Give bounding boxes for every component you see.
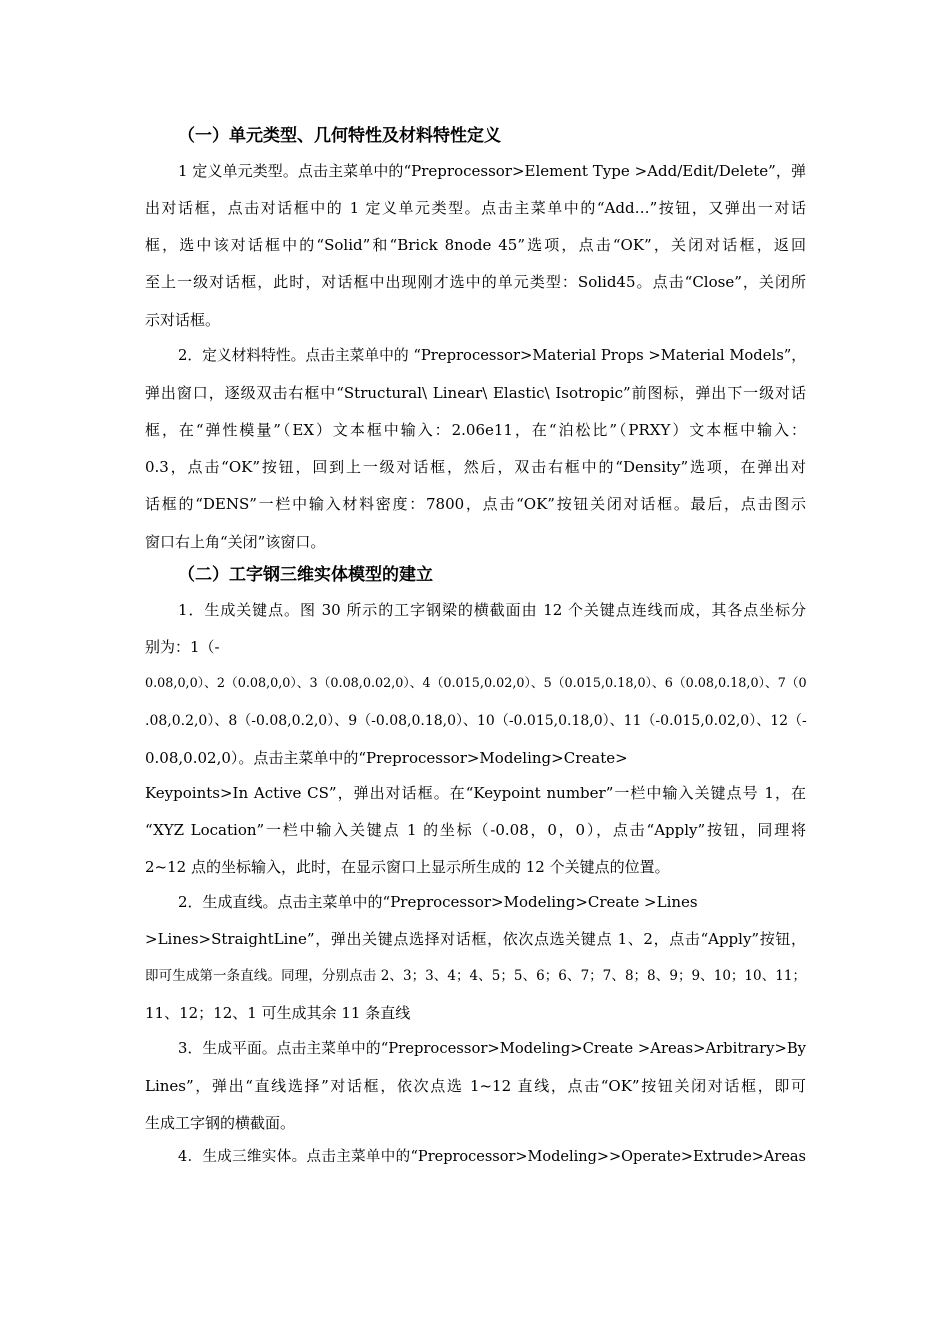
paragraph-line: 至上一级对话框，此时，对话框中出现刚才选中的单元类型：Solid45。点击“Close”，关闭所: [145, 273, 806, 291]
paragraph-line: Keypoints>In Active CS”，弹出对话框。在“Keypoint number”一栏中输入关键点号 1，在: [145, 784, 806, 802]
paragraph-line: 2~12 点的坐标输入，此时，在显示窗口上显示所生成的 12 个关键点的位置。: [145, 858, 670, 876]
paragraph-line: 1．生成关键点。图 30 所示的工字钢梁的横截面由 12 个关键点连线而成，其各点坐标分: [178, 601, 806, 619]
paragraph-line: 0.08,0.02,0）。点击主菜单中的“Preprocessor>Modeling>Create>: [145, 749, 628, 767]
section-heading-1: （一）单元类型、几何特性及材料特性定义: [178, 126, 501, 146]
paragraph-line: 2．生成直线。点击主菜单中的“Preprocessor>Modeling>Create >Lines: [178, 893, 698, 911]
paragraph-line: 即可生成第一条直线。同理，分别点击 2、3；3、4；4、5；5、6；6、7；7、8；8、9；9、10；10、11；: [145, 968, 806, 984]
paragraph-line: 4．生成三维实体。点击主菜单中的“Preprocessor>Modeling>>Operate>Extrude>Areas: [178, 1149, 806, 1165]
paragraph-line: 11、12；12、1 可生成其余 11 条直线: [145, 1004, 411, 1022]
paragraph-line: 框，选中该对话框中的“Solid”和“Brick 8node 45”选项，点击“OK”，关闭对话框，返回: [145, 236, 806, 254]
paragraph-line: 窗口右上角“关闭”该窗口。: [145, 533, 326, 551]
paragraph-line: 1 定义单元类型。点击主菜单中的“Preprocessor>Element Type >Add/Edit/Delete”，弹: [178, 162, 806, 180]
paragraph-line: 示对话框。: [145, 311, 221, 329]
paragraph-line: 生成工字钢的横截面。: [145, 1114, 296, 1132]
paragraph-line: “XYZ Location”一栏中输入关键点 1 的坐标（-0.08，0，0），点击“Apply”按钮，同理将: [145, 821, 806, 839]
paragraph-line: 话框的“DENS”一栏中输入材料密度：7800，点击“OK”按钮关闭对话框。最后，点击图示: [145, 495, 806, 513]
paragraph-line: 弹出窗口，逐级双击右框中“Structural\ Linear\ Elastic\ Isotropic”前图标，弹出下一级对话: [145, 384, 806, 402]
section-heading-2: （二）工字钢三维实体模型的建立: [178, 565, 433, 585]
paragraph-line: 0.08,0,0）、2（0.08,0,0）、3（0.08,0.02,0）、4（0.015,0.02,0）、5（0.015,0.18,0）、6（0.08,0.18,0）、7（0: [145, 676, 807, 691]
paragraph-line: .08,0.2,0）、8（-0.08,0.2,0）、9（-0.08,0.18,0）、10（-0.015,0.18,0）、11（-0.015,0.02,0）、12（-: [145, 713, 807, 729]
paragraph-line: 框，在“弹性模量”（EX）文本框中输入：2.06e11，在“泊松比”（PRXY）文本框中输入：: [145, 421, 806, 439]
paragraph-line: 出对话框，点击对话框中的 1 定义单元类型。点击主菜单中的“Add…”按钮，又弹出一对话: [145, 199, 806, 217]
paragraph-line: 0.3，点击“OK”按钮，回到上一级对话框，然后，双击右框中的“Density”选项，在弹出对: [145, 458, 806, 476]
paragraph-line: 别为：1（-: [145, 638, 220, 656]
paragraph-line: >Lines>StraightLine”，弹出关键点选择对话框，依次点选关键点 1、2，点击“Apply”按钮，: [145, 930, 806, 948]
paragraph-line: 3．生成平面。点击主菜单中的“Preprocessor>Modeling>Create >Areas>Arbitrary>By: [178, 1040, 806, 1057]
paragraph-line: 2．定义材料特性。点击主菜单中的 “Preprocessor>Material Props >Material Models”，: [178, 347, 807, 364]
paragraph-line: Lines”，弹出“直线选择”对话框，依次点选 1~12 直线，点击“OK”按钮关闭对话框，即可: [145, 1077, 806, 1095]
